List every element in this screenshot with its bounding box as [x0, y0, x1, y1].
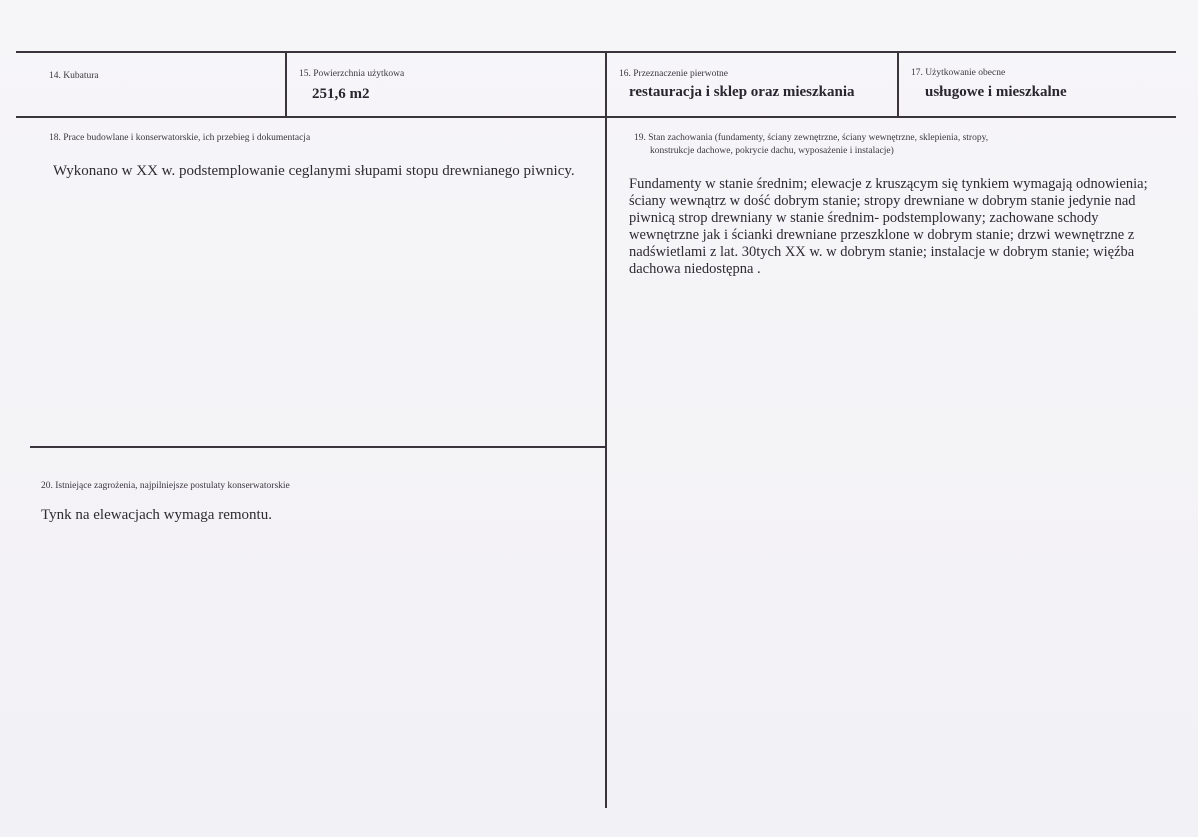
top-border	[16, 51, 1176, 53]
field-15-label: 15. Powierzchnia użytkowa	[299, 69, 405, 79]
field-18-label: 18. Prace budowlane i konserwatorskie, ich przebieg i dokumentacja	[49, 133, 311, 143]
field-17-label: 17. Użytkowanie obecne	[911, 68, 1006, 78]
field-17-value: usługowe i mieszkalne	[925, 84, 1067, 100]
main-vertical-divider	[605, 51, 607, 808]
divider-18-20	[30, 446, 607, 448]
field-14-label: 14. Kubatura	[49, 71, 99, 81]
divider-16-17	[897, 51, 899, 118]
field-19-label-line1: 19. Stan zachowania (fundamenty, ściany zewnętrzne, ściany wewnętrzne, sklepienia, stropy,	[634, 133, 989, 143]
field-19-label-line2: konstrukcje dachowe, pokrycie dachu, wyposażenie i instalacje)	[650, 146, 894, 156]
field-20-text: Tynk na elewacjach wymaga remontu.	[41, 507, 272, 523]
field-18-text: Wykonano w XX w. podstemplowanie ceglanymi słupami stopu drewnianego piwnicy.	[53, 163, 575, 179]
divider-14-15	[285, 51, 287, 118]
field-15-value: 251,6 m2	[312, 86, 370, 102]
field-20-label: 20. Istniejące zagrożenia, najpilniejsze postulaty konserwatorskie	[41, 481, 290, 491]
header-row-divider	[16, 116, 1176, 118]
field-16-label: 16. Przeznaczenie pierwotne	[619, 69, 728, 79]
field-16-value: restauracja i sklep oraz mieszkania	[629, 84, 855, 100]
field-19-text: Fundamenty w stanie średnim; elewacje z kruszącym się tynkiem wymagają odnowienia; ściany wewnątrz w dość dobrym stanie; stropy drewniane w dobrym stanie jedynie nad piwnicą strop drewniany w stanie średnim- podstemplowany; zachowane schody wewnętrzne jak i ścianki drewniane przeszklone w dobrym stanie; drzwi wewnętrzne z nadświetlami z lat. 30tych XX w. w dobrym stanie; instalacje w dobrym stanie; więźba dachowa niedostępna .	[629, 176, 1148, 277]
